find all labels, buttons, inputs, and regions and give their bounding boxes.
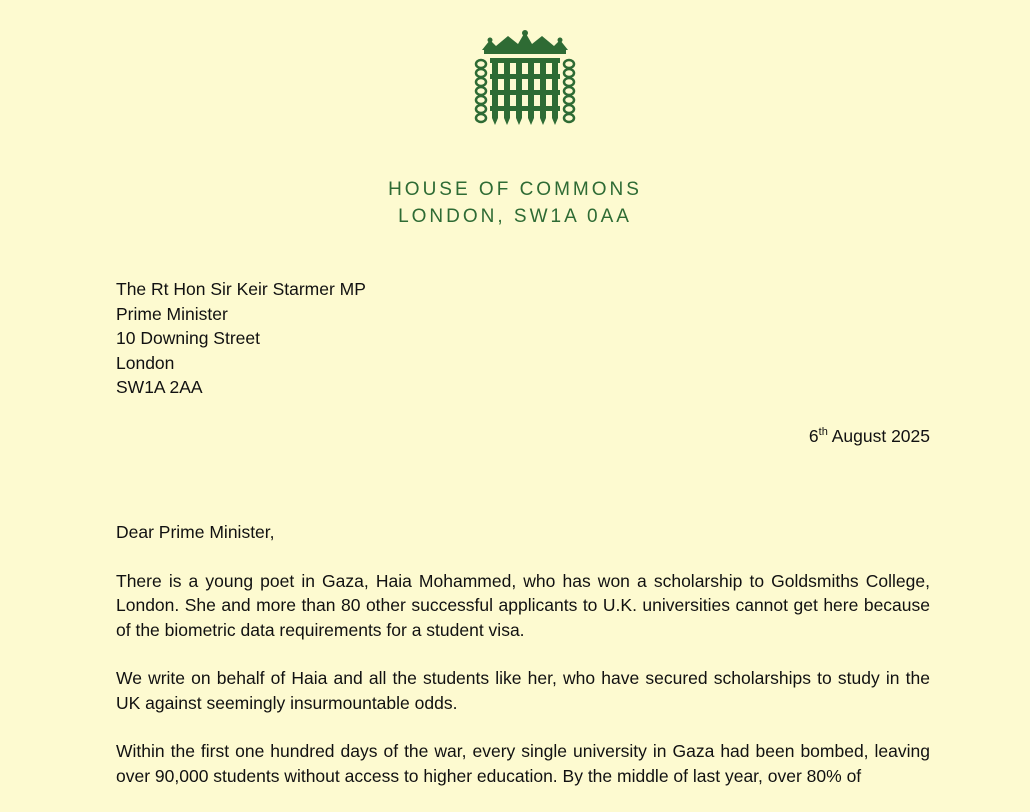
recipient-city: London bbox=[116, 352, 175, 373]
letterhead-line-2: LONDON, SW1A 0AA bbox=[398, 206, 632, 227]
portcullis-icon bbox=[472, 30, 578, 126]
letterhead-line-1: HOUSE OF COMMONS bbox=[388, 179, 642, 200]
paragraph: Within the first one hundred days of the war, every single university in Gaza had been bombed, leaving over 90,000 students without access to higher education. By the middle of last year, over 80% of bbox=[116, 741, 930, 786]
letterhead bbox=[0, 176, 1030, 230]
date-rest: August 2025 bbox=[827, 426, 930, 446]
paragraph: There is a young poet in Gaza, Haia Mohammed, who has won a scholarship to Goldsmiths College, London. She and more than 80 other successful applicants to U.K. universities cannot get here because of the biometric data requirements for a student visa. bbox=[116, 570, 930, 640]
paragraph: We write on behalf of Haia and all the students like her, who have secured scholarships to study in the UK against seemingly insurmountable odds. bbox=[116, 668, 930, 713]
recipient-address bbox=[116, 277, 366, 400]
date-day: 6 bbox=[808, 426, 819, 446]
salutation: Dear Prime Minister, bbox=[116, 522, 275, 542]
recipient-street: 10 Downing Street bbox=[116, 328, 260, 348]
date-suffix: th bbox=[818, 426, 828, 438]
recipient-title: Prime Minister bbox=[116, 303, 228, 324]
recipient-name: The Rt Hon Sir Keir Starmer MP bbox=[116, 279, 366, 299]
recipient-postcode: SW1A 2AA bbox=[116, 377, 203, 397]
letter-body bbox=[116, 520, 930, 812]
letter-date bbox=[809, 424, 930, 448]
